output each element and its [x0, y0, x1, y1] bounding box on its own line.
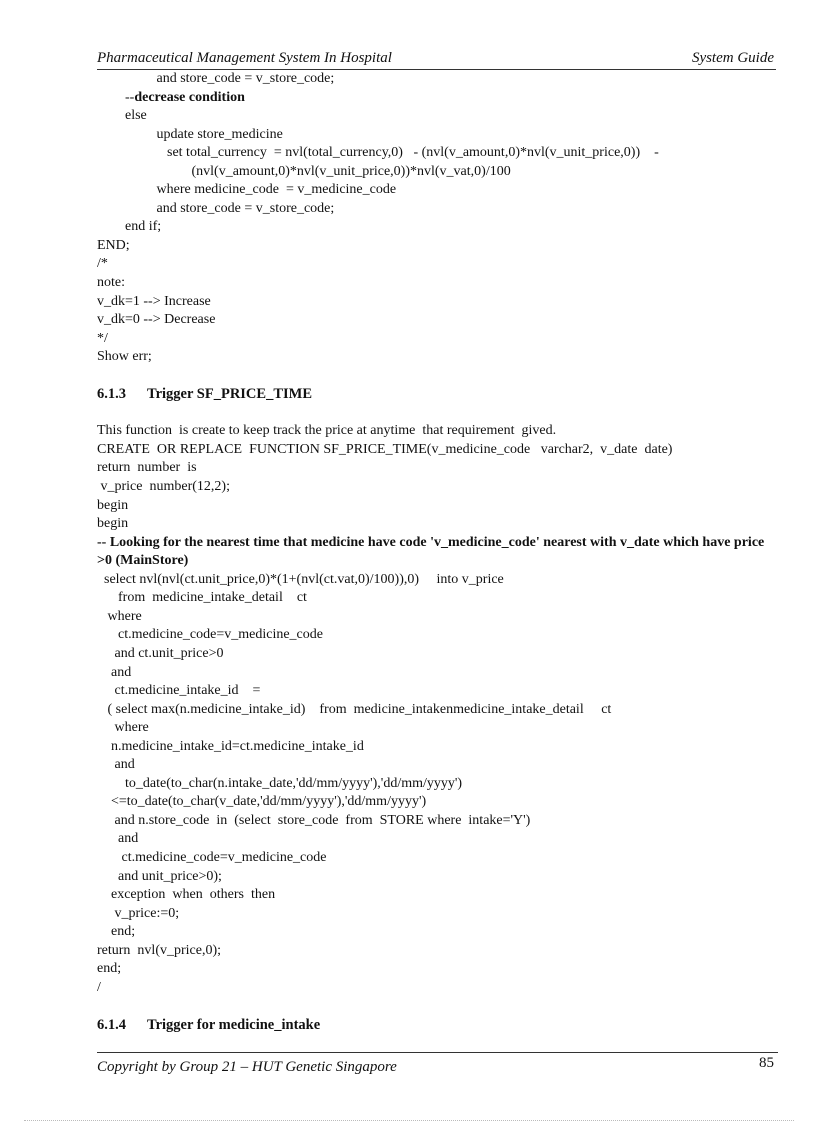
- code-line: and: [97, 757, 135, 773]
- code-line: CREATE OR REPLACE FUNCTION SF_PRICE_TIME(v_medicine_code varchar2, v_date date): [97, 441, 673, 457]
- code-line: return number is: [97, 460, 197, 476]
- code-line: <=to_date(to_char(v_date,'dd/mm/yyyy'),'dd/mm/yyyy'): [97, 794, 427, 810]
- code-line: and n.store_code in (select store_code from STORE where intake='Y'): [97, 812, 531, 828]
- code-line: v_price:=0;: [97, 905, 180, 921]
- code-line: and ct.unit_price>0: [97, 645, 224, 661]
- code-line: */: [97, 330, 108, 346]
- code-line: select nvl(nvl(ct.unit_price,0)*(1+(nvl(ct.vat,0)/100)),0) into v_price: [97, 571, 504, 587]
- code-line: /*: [97, 256, 108, 272]
- code-line: begin: [97, 516, 129, 532]
- page-header: [97, 49, 776, 70]
- spacer: [97, 367, 777, 386]
- code-line: and store_code = v_store_code;: [97, 71, 335, 86]
- page-footer: [97, 1052, 778, 1079]
- code-line: set total_currency = nvl(total_currency,0) - (nvl(v_amount,0)*nvl(v_unit_price,0)) -: [97, 145, 659, 161]
- code-line: Show err;: [97, 349, 152, 365]
- code-line: else: [97, 108, 147, 124]
- page-bottom-divider: [24, 1120, 794, 1121]
- code-line: ct.medicine_code=v_medicine_code: [97, 849, 327, 865]
- header-title: Pharmaceutical Management System In Hospital: [97, 50, 392, 66]
- code-block-update-store: [97, 70, 777, 367]
- spacer: [97, 997, 777, 1016]
- section-title: Trigger for medicine_intake: [147, 1016, 321, 1033]
- section-number: 6.1.4: [97, 1016, 126, 1033]
- code-line: and: [97, 664, 132, 680]
- code-block-function-header: [97, 441, 777, 534]
- code-line: n.medicine_intake_id=ct.medicine_intake_id: [97, 738, 364, 754]
- code-line: v_dk=1 --> Increase: [97, 293, 211, 309]
- code-line: from medicine_intake_detail ct: [97, 590, 307, 606]
- section-heading-6-1-3: [97, 385, 777, 404]
- function-description: This function is create to keep track the price at anytime that requirement gived.: [97, 423, 557, 439]
- code-line: ct.medicine_code=v_medicine_code: [97, 627, 323, 643]
- code-line: update store_medicine: [97, 126, 283, 142]
- code-line: and store_code = v_store_code;: [97, 200, 335, 216]
- page-body: [97, 70, 777, 1034]
- code-line: begin: [97, 497, 129, 513]
- code-line: v_price number(12,2);: [97, 479, 230, 495]
- code-line: (nvl(v_amount,0)*nvl(v_unit_price,0))*nvl(v_vat,0)/100: [97, 163, 511, 179]
- code-line: end if;: [97, 219, 162, 235]
- code-line: exception when others then: [97, 887, 276, 903]
- code-comment-decrease: decrease condition: [134, 89, 245, 105]
- code-line: where: [97, 608, 142, 624]
- code-line: and: [97, 831, 139, 847]
- code-line: --decrease condition: [97, 89, 245, 105]
- code-line: /: [97, 979, 101, 995]
- footer-copyright: Copyright by Group 21 – HUT Genetic Singapore: [97, 1059, 397, 1075]
- code-line: end;: [97, 924, 136, 940]
- code-line: note:: [97, 275, 125, 291]
- code-line: END;: [97, 237, 130, 253]
- code-line: to_date(to_char(n.intake_date,'dd/mm/yyyy'),'dd/mm/yyyy'): [97, 775, 463, 791]
- section-number: 6.1.3: [97, 386, 126, 403]
- code-line: ct.medicine_intake_id =: [97, 683, 261, 699]
- code-line: where medicine_code = v_medicine_code: [97, 182, 397, 198]
- code-line: v_dk=0 --> Decrease: [97, 312, 216, 328]
- spacer: [97, 404, 777, 423]
- code-line: where: [97, 720, 149, 736]
- header-guide-label: System Guide: [691, 50, 774, 66]
- code-line: ( select max(n.medicine_intake_id) from medicine_intakenmedicine_intake_detail ct: [97, 701, 612, 717]
- page-number: 85: [759, 1055, 774, 1071]
- code-line: and unit_price>0);: [97, 868, 222, 884]
- code-line: end;: [97, 961, 122, 977]
- section-title: Trigger SF_PRICE_TIME: [147, 386, 313, 403]
- code-block-function-body: [97, 571, 777, 998]
- section-heading-6-1-4: [97, 1016, 777, 1035]
- code-comment-bold: -- Looking for the nearest time that medicine have code 'v_medicine_code' nearest with v_date which have price >0 (MainStore): [97, 534, 765, 569]
- code-line: return nvl(v_price,0);: [97, 942, 222, 958]
